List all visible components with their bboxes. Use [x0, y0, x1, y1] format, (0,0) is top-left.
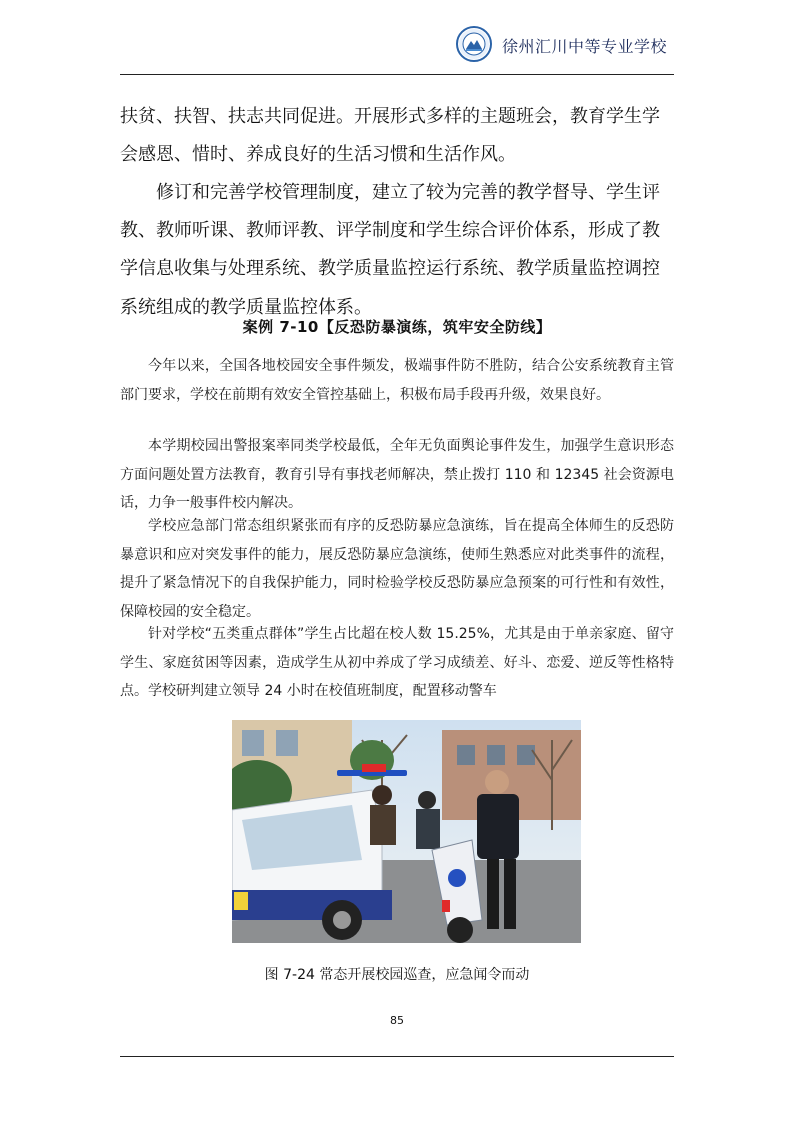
case-paragraph: 学校应急部门常态组织紧张而有序的反恐防暴应急演练，旨在提高全体师生的反恐防暴意识和应对突发事件的能力，展反恐防暴应急演练，使师生熟悉应对此类事件的流程，提升了紧急情况下的自我保护能力，同时检验学校反恐防暴应急预案的可行性和有效性，保障校园的安全稳定。: [120, 518, 674, 620]
school-emblem-icon: [456, 26, 492, 62]
school-name: 徐州汇川中等专业学校: [502, 37, 668, 56]
body-paragraph: 扶贫、扶智、扶志共同促进。开展形式多样的主题班会，教育学生学会感恩、惜时、养成良好的生活习惯和生活作风。: [120, 106, 660, 166]
figure-caption: 图 7-24 常态开展校园巡查，应急闻令而动: [264, 967, 530, 983]
case-paragraph: 本学期校园出警报案率同类学校最低，全年无负面舆论事件发生，加强学生意识形态方面问题处置方法教育，教育引导有事找老师解决，禁止拨打 110 和 12345 社会资源电话，力争一般事件校内解决。: [120, 438, 674, 512]
patrol-photo: [232, 720, 581, 943]
body-paragraph: 修订和完善学校管理制度，建立了较为完善的教学督导、学生评教、教师听课、教师评教、评学制度和学生综合评价体系，形成了教学信息收集与处理系统、教学质量监控运行系统、教学质量监控调控系统组成的教学质量监控体系。: [120, 182, 660, 318]
footer-rule: [120, 1056, 674, 1057]
page-header: [120, 22, 674, 75]
case-title: 案例 7-10【反恐防暴演练，筑牢安全防线】: [242, 318, 552, 336]
case-paragraph: 针对学校“五类重点群体”学生占比超在校人数 15.25%，尤其是由于单亲家庭、留守学生、家庭贫困等因素，造成学生从初中养成了学习成绩差、好斗、恋爱、逆反等性格特点。学校研判建立领导 24 小时在校值班制度，配置移动警车: [120, 626, 674, 700]
page-number: 85: [390, 1014, 404, 1027]
case-paragraph: 今年以来，全国各地校园安全事件频发，极端事件防不胜防，结合公安系统教育主管部门要求，学校在前期有效安全管控基础上，积极布局手段再升级，效果良好。: [120, 358, 674, 403]
